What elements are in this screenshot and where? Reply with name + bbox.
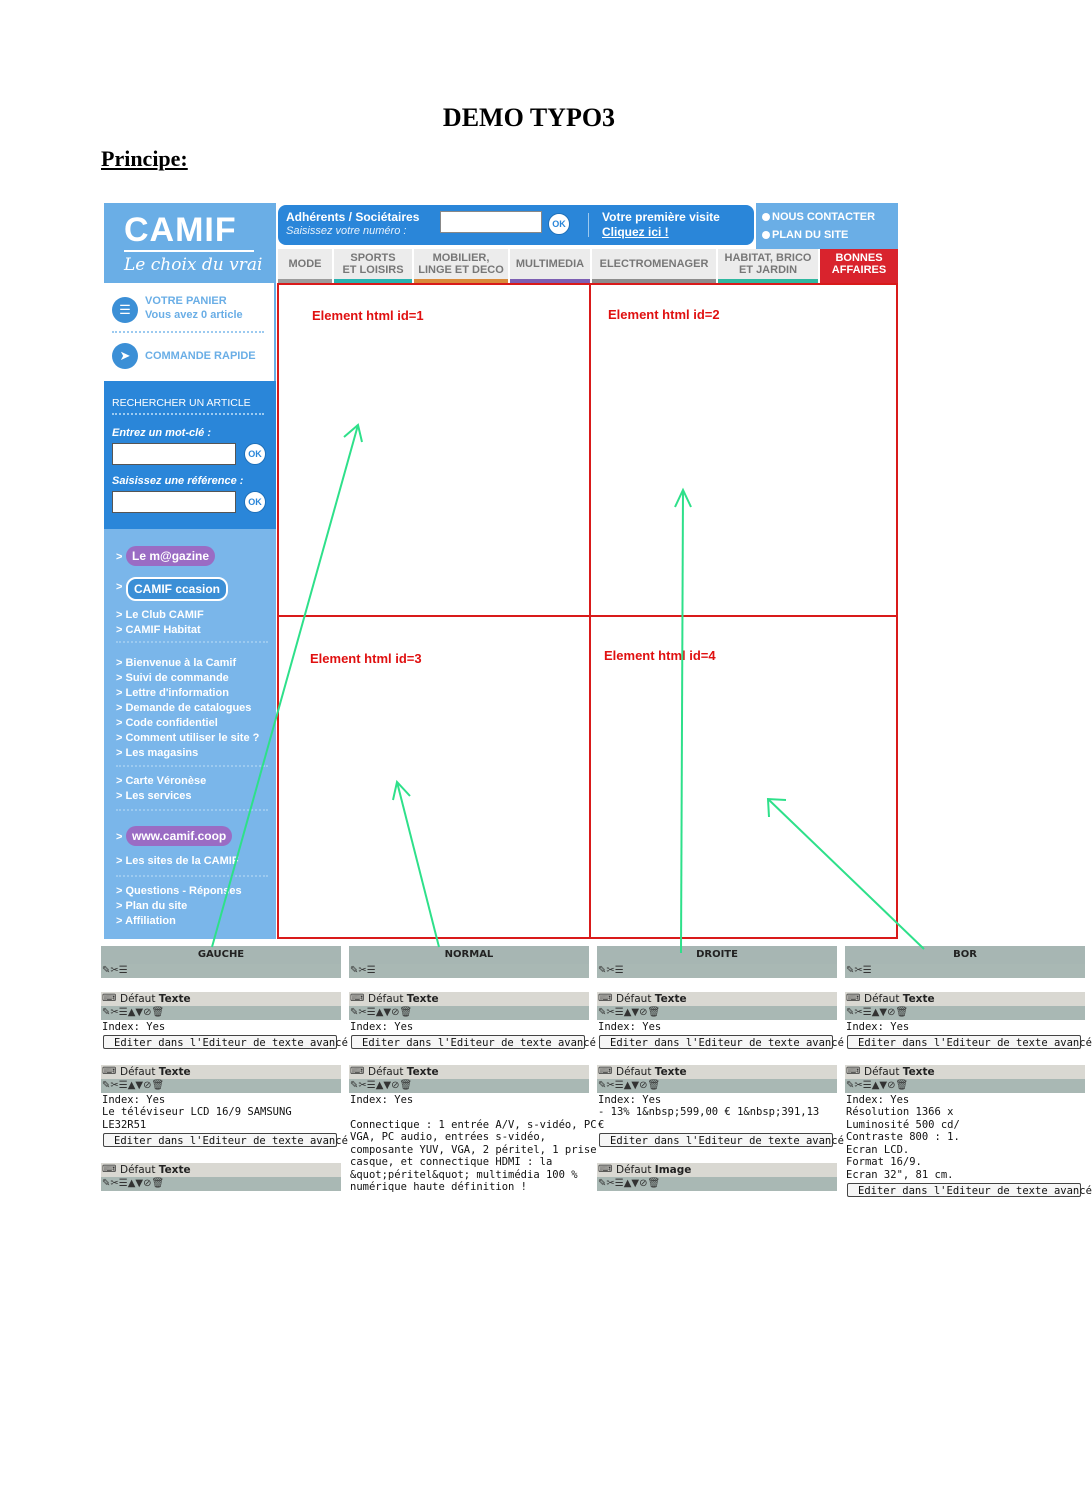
- document-title: DEMO TYPO3: [442, 103, 616, 132]
- rte-edit-button[interactable]: Editer dans l'Editeur de texte avancé: [351, 1035, 585, 1049]
- text-element-icon: ⌨: [350, 993, 365, 1004]
- first-visit-link[interactable]: Cliquez ici !: [602, 225, 669, 239]
- arrow-border: [768, 799, 924, 949]
- reference-label: Saisissez une référence :: [112, 475, 244, 487]
- column-header: GAUCHE: [101, 946, 341, 964]
- element-label-3: Element html id=3: [310, 651, 422, 666]
- rte-edit-button[interactable]: Editer dans l'Editeur de texte avancé: [599, 1133, 833, 1147]
- element-body-text: Connectique : 1 entrée A/V, s-vidéo, PC VGA, PC audio, entrées s-vidéo, composante YUV, VGA, 2 péritel, 1 prise casque, et connectique HDMI : la &quot;péritel&quot; multimédia 100 % numérique haute définition !: [350, 1118, 597, 1193]
- edit-move-delete-icons[interactable]: ✎✂☰▲▼⊘🗑: [598, 1080, 661, 1091]
- element-type-label: Défaut Texte: [368, 1066, 439, 1078]
- text-element-icon: ⌨: [598, 993, 613, 1004]
- index-status: Index: Yes: [598, 1094, 662, 1106]
- search-title: RECHERCHER UN ARTICLE: [112, 397, 251, 409]
- rte-edit-button[interactable]: Editer dans l'Editeur de texte avancé: [599, 1035, 833, 1049]
- text-element-icon: ⌨: [102, 1164, 117, 1175]
- nav-label: BONNES AFFAIRES: [831, 252, 887, 276]
- element-type-label: Défaut Texte: [368, 993, 439, 1005]
- sidebar-link[interactable]: > Les services: [116, 790, 192, 802]
- edit-move-delete-icons[interactable]: ✎✂☰▲▼⊘🗑: [598, 1178, 661, 1189]
- element-type-label: Défaut Texte: [120, 993, 191, 1005]
- text-element-icon: ⌨: [846, 993, 861, 1004]
- element-body-text: Le téléviseur LCD 16/9 SAMSUNG LE32R51: [102, 1106, 292, 1131]
- sidebar-link[interactable]: > Les sites de la CAMIF: [116, 855, 239, 867]
- quick-order-link[interactable]: COMMANDE RAPIDE: [145, 350, 256, 362]
- text-element-icon: ⌨: [598, 1066, 613, 1077]
- nav-label: MODE: [288, 258, 322, 270]
- rte-edit-button[interactable]: Editer dans l'Editeur de texte avancé: [103, 1035, 337, 1049]
- rte-edit-button[interactable]: Editer dans l'Editeur de texte avancé: [103, 1133, 337, 1147]
- magazine-arrow: >: [116, 551, 123, 563]
- edit-move-delete-icons[interactable]: ✎✂☰▲▼⊘🗑: [846, 1007, 909, 1018]
- edit-icon[interactable]: ✎✂☰: [350, 965, 376, 976]
- index-status: Index: Yes: [846, 1021, 910, 1033]
- edit-icon[interactable]: ✎✂☰: [598, 965, 624, 976]
- logo-slogan: Le choix du vrai: [124, 255, 263, 275]
- sidebar-link[interactable]: > Questions - Réponses: [116, 885, 242, 897]
- sidebar-link[interactable]: > Lettre d'information: [116, 687, 229, 699]
- index-status: Index: Yes: [598, 1021, 662, 1033]
- occasion-link[interactable]: CAMIF ccasion: [126, 577, 228, 601]
- sitemap-link[interactable]: PLAN DU SITE: [772, 229, 848, 241]
- runner-icon: ➤: [112, 343, 138, 369]
- section-heading: Principe:: [101, 146, 188, 171]
- edit-icon[interactable]: ✎✂☰: [102, 965, 128, 976]
- nav-label: MOBILIER, LINGE ET DECO: [418, 252, 504, 276]
- edit-move-delete-icons[interactable]: ✎✂☰▲▼⊘🗑: [350, 1007, 413, 1018]
- element-type-label: Défaut Image: [616, 1164, 692, 1176]
- element-type-label: Défaut Texte: [616, 1066, 687, 1078]
- element-type-label: Défaut Texte: [120, 1066, 191, 1078]
- text-element-icon: ⌨: [350, 1066, 365, 1077]
- edit-move-delete-icons[interactable]: ✎✂☰▲▼⊘🗑: [102, 1080, 165, 1091]
- rte-edit-button[interactable]: Editer dans l'Editeur de texte avancé: [847, 1035, 1081, 1049]
- edit-icon[interactable]: ✎✂☰: [846, 965, 872, 976]
- first-visit-label: Votre première visite: [602, 210, 720, 224]
- index-status: Index: Yes: [846, 1094, 910, 1106]
- sidebar-link[interactable]: > Carte Véronèse: [116, 775, 207, 787]
- element-type-label: Défaut Texte: [120, 1164, 191, 1176]
- reference-ok-button[interactable]: OK: [244, 491, 266, 513]
- index-status: Index: Yes: [102, 1021, 166, 1033]
- column-header: BOR: [845, 946, 1085, 964]
- sidebar-link[interactable]: > Les magasins: [116, 747, 199, 759]
- nav-label: ELECTROMENAGER: [599, 258, 709, 270]
- logo-text: CAMIF: [124, 211, 237, 249]
- arrow-droite: [681, 490, 683, 953]
- cart-count: Vous avez 0 article: [145, 309, 243, 321]
- edit-move-delete-icons[interactable]: ✎✂☰▲▼⊘🗑: [350, 1080, 413, 1091]
- member-ok-button[interactable]: OK: [548, 213, 570, 235]
- edit-move-delete-icons[interactable]: ✎✂☰▲▼⊘🗑: [102, 1007, 165, 1018]
- element-type-label: Défaut Texte: [864, 1066, 935, 1078]
- sidebar-link[interactable]: > CAMIF Habitat: [116, 624, 201, 636]
- members-label: Adhérents / Sociétaires: [286, 210, 420, 224]
- contact-link[interactable]: NOUS CONTACTER: [772, 211, 875, 223]
- basket-icon: ☰: [112, 297, 138, 323]
- sidebar-link[interactable]: > Plan du site: [116, 900, 188, 912]
- keyword-ok-button[interactable]: OK: [244, 443, 266, 465]
- magazine-link[interactable]: Le m@gazine: [126, 546, 215, 566]
- element-body-text: Résolution 1366 x Luminosité 500 cd/ Contraste 800 : 1. Ecran LCD. Format 16/9. Ecran 32", 81 cm.: [846, 1106, 960, 1181]
- text-element-icon: ⌨: [102, 993, 117, 1004]
- index-status: Index: Yes: [102, 1094, 166, 1106]
- occasion-arrow: >: [116, 581, 123, 593]
- sidebar-link[interactable]: > Suivi de commande: [116, 672, 229, 684]
- sidebar-link[interactable]: > Demande de catalogues: [116, 702, 252, 714]
- element-label-1: Element html id=1: [312, 308, 424, 323]
- sidebar-link[interactable]: > Bienvenue à la Camif: [116, 657, 237, 669]
- text-element-icon: ⌨: [846, 1066, 861, 1077]
- coop-arrow: >: [116, 831, 123, 843]
- sidebar-link[interactable]: > Comment utiliser le site ?: [116, 732, 260, 744]
- image-element-icon: ⌨: [598, 1164, 613, 1175]
- edit-move-delete-icons[interactable]: ✎✂☰▲▼⊘🗑: [598, 1007, 661, 1018]
- nav-label: HABITAT, BRICO ET JARDIN: [724, 252, 812, 276]
- members-hint: Saisissez votre numéro :: [286, 225, 407, 237]
- edit-move-delete-icons[interactable]: ✎✂☰▲▼⊘🗑: [846, 1080, 909, 1091]
- coop-link[interactable]: www.camif.coop: [126, 826, 232, 846]
- arrow-gauche: [212, 425, 358, 947]
- edit-move-delete-icons[interactable]: ✎✂☰▲▼⊘🗑: [102, 1178, 165, 1189]
- keyword-label: Entrez un mot-clé :: [112, 427, 212, 439]
- element-label-4: Element html id=4: [604, 648, 716, 663]
- sidebar-link[interactable]: > Code confidentiel: [116, 717, 218, 729]
- sidebar-link[interactable]: > Le Club CAMIF: [116, 609, 204, 621]
- sidebar-link[interactable]: > Affiliation: [116, 915, 176, 927]
- cart-label[interactable]: VOTRE PANIER: [145, 295, 227, 307]
- nav-label: SPORTS ET LOISIRS: [342, 252, 404, 276]
- index-status: Index: Yes: [350, 1094, 414, 1106]
- column-header: DROITE: [597, 946, 837, 964]
- element-body-text: - 13% 1&nbsp;599,00 € 1&nbsp;391,13 €: [598, 1106, 820, 1131]
- nav-label: MULTIMEDIA: [515, 258, 585, 270]
- element-label-2: Element html id=2: [608, 307, 720, 322]
- element-type-label: Défaut Texte: [616, 993, 687, 1005]
- index-status: Index: Yes: [350, 1021, 414, 1033]
- column-header: NORMAL: [349, 946, 589, 964]
- rte-edit-button[interactable]: Editer dans l'Editeur de texte avancé: [847, 1183, 1081, 1197]
- element-type-label: Défaut Texte: [864, 993, 935, 1005]
- text-element-icon: ⌨: [102, 1066, 117, 1077]
- arrow-normal: [397, 782, 439, 947]
